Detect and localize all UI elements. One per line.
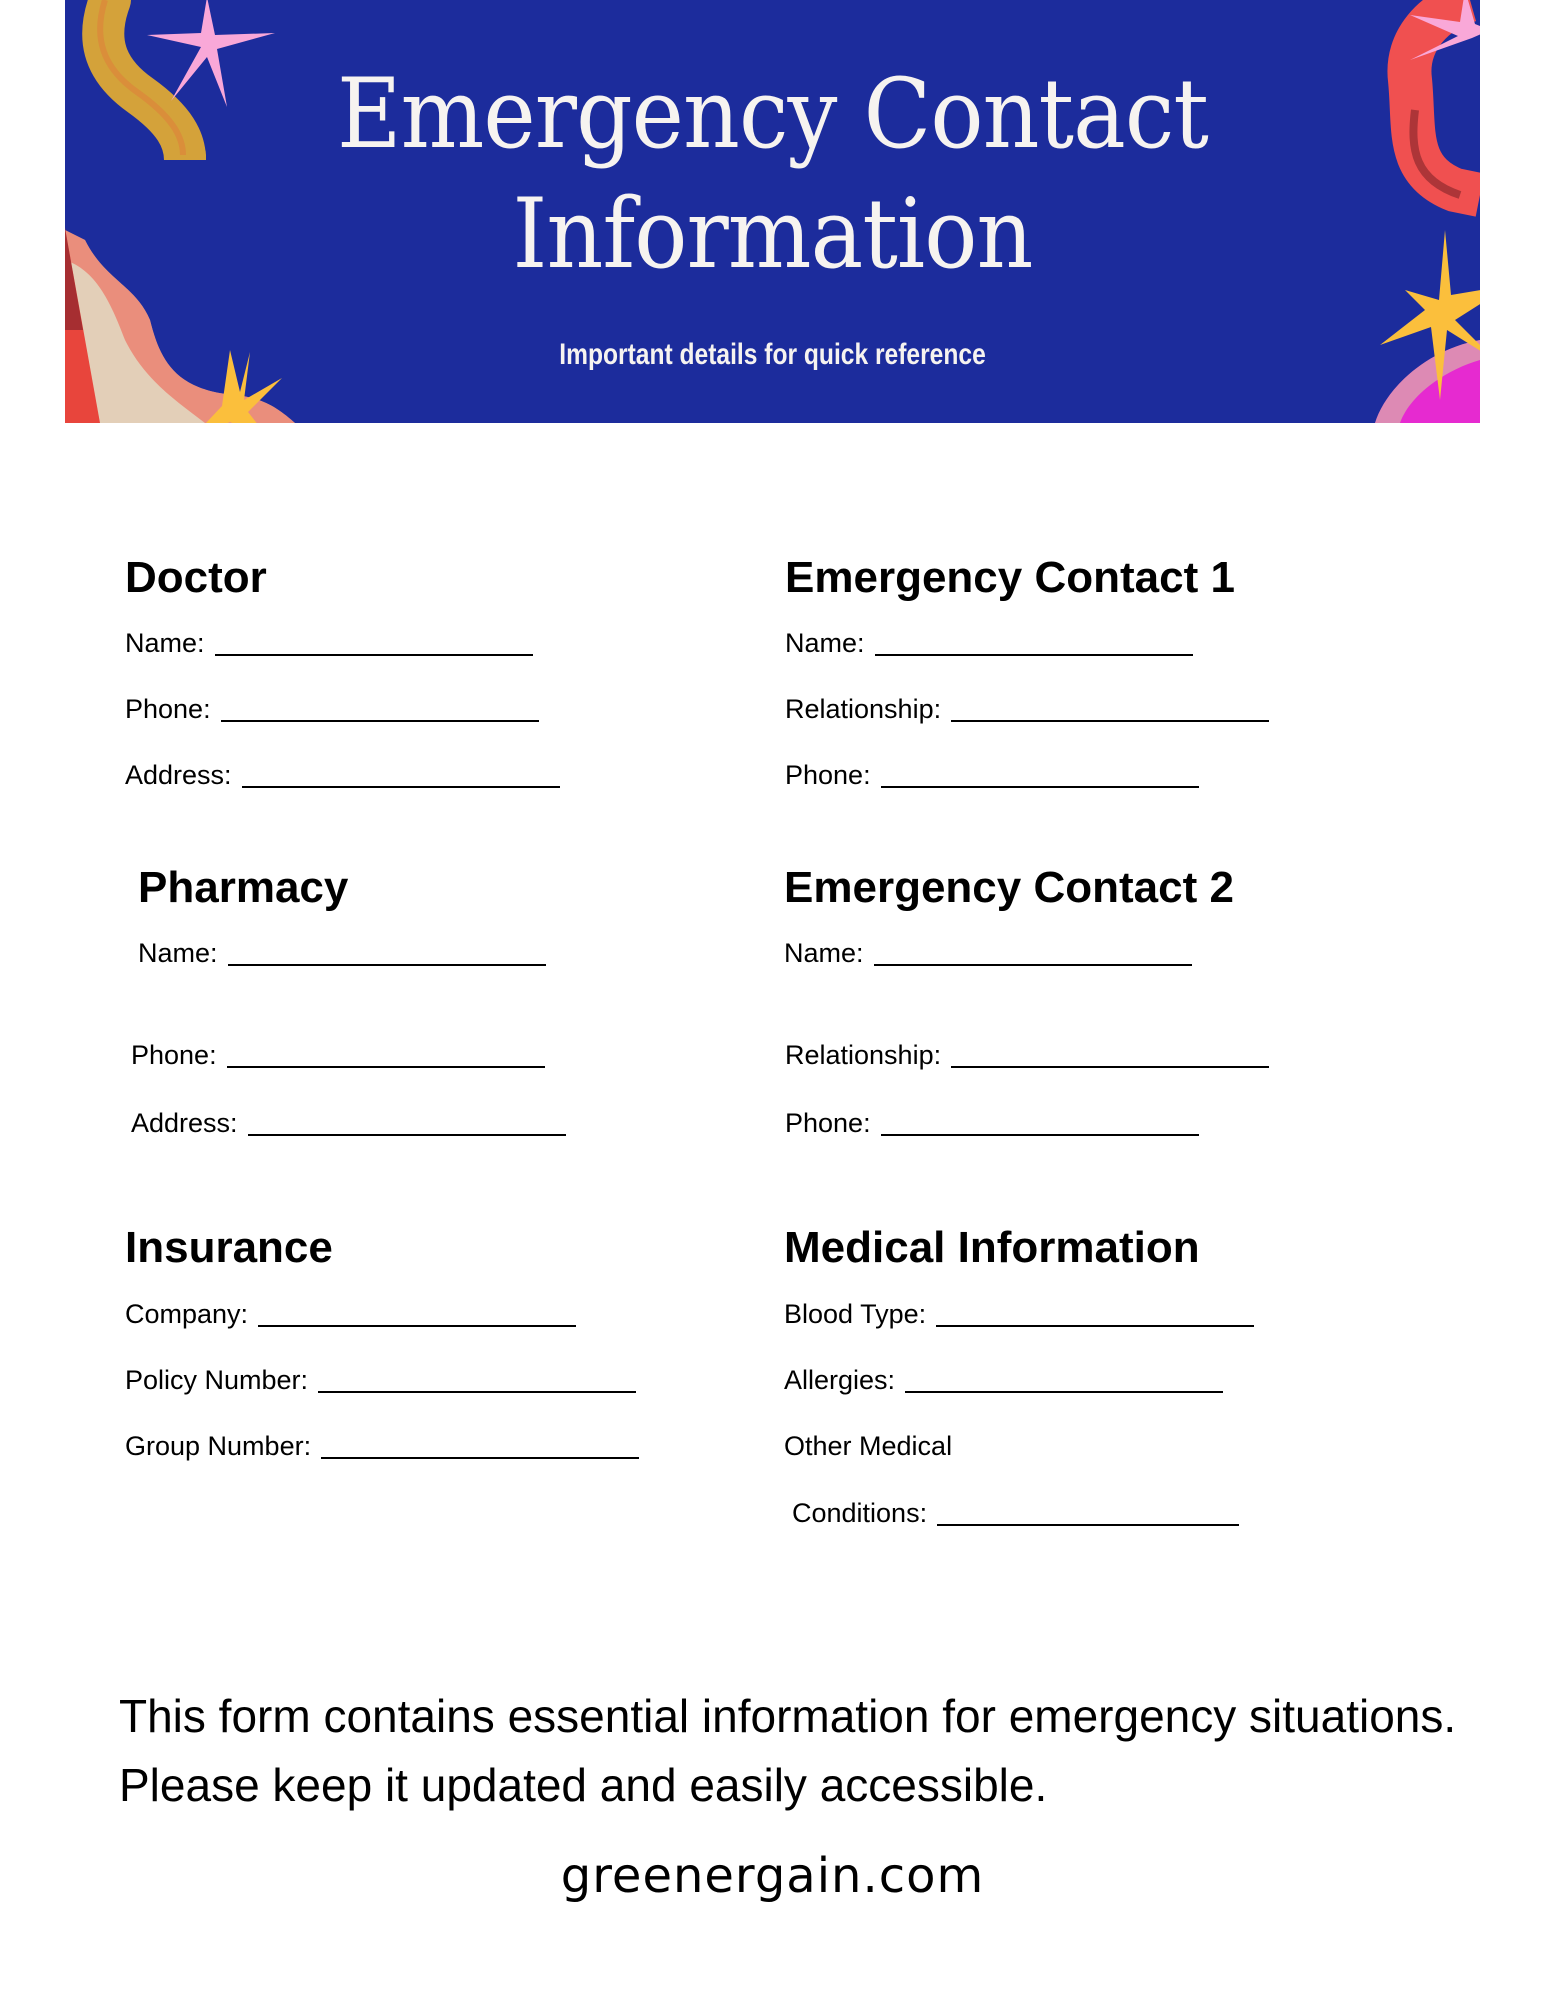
page-subtitle: Important details for quick reference bbox=[559, 338, 986, 371]
doctor-name-input-line[interactable] bbox=[215, 654, 533, 656]
doctor-name-field[interactable] bbox=[125, 630, 533, 657]
ec2-phone-input-line[interactable] bbox=[881, 1134, 1199, 1136]
insurance-policy-number-field[interactable] bbox=[125, 1367, 636, 1394]
doctor-address-field[interactable] bbox=[125, 762, 560, 789]
pharmacy-heading: Pharmacy bbox=[138, 863, 349, 912]
pharmacy-name-field[interactable] bbox=[138, 940, 546, 967]
blood-type-field[interactable] bbox=[784, 1301, 1254, 1328]
header-banner bbox=[65, 0, 1480, 423]
field-label: Name: bbox=[125, 628, 205, 658]
field-label: Phone: bbox=[785, 1108, 871, 1138]
doctor-heading: Doctor bbox=[125, 553, 267, 602]
field-label: Phone: bbox=[125, 694, 211, 724]
field-label: Name: bbox=[138, 938, 218, 968]
field-label: Phone: bbox=[131, 1040, 217, 1070]
insurance-heading: Insurance bbox=[125, 1223, 333, 1272]
pharmacy-phone-field[interactable] bbox=[131, 1042, 545, 1069]
emergency-contact-1-heading: Emergency Contact 1 bbox=[785, 553, 1235, 602]
ec1-name-input-line[interactable] bbox=[875, 654, 1193, 656]
website-link[interactable]: greenergain.com bbox=[560, 1848, 985, 1904]
ec2-name-field[interactable] bbox=[784, 940, 1192, 967]
insurance-policy-number-input-line[interactable] bbox=[318, 1391, 636, 1393]
field-label: Blood Type: bbox=[784, 1299, 927, 1329]
field-label: Phone: bbox=[785, 760, 871, 790]
ec2-relationship-input-line[interactable] bbox=[951, 1066, 1269, 1068]
pharmacy-address-field[interactable] bbox=[131, 1110, 566, 1137]
field-label: Address: bbox=[125, 760, 232, 790]
field-label: Policy Number: bbox=[125, 1365, 309, 1395]
field-label: Relationship: bbox=[785, 694, 942, 724]
field-label: Name: bbox=[785, 628, 865, 658]
insurance-company-input-line[interactable] bbox=[258, 1325, 576, 1327]
field-label: Allergies: bbox=[784, 1365, 896, 1395]
insurance-group-number-field[interactable] bbox=[125, 1433, 639, 1460]
insurance-company-field[interactable] bbox=[125, 1301, 576, 1328]
ec1-phone-field[interactable] bbox=[785, 762, 1199, 789]
other-medical-label-field bbox=[784, 1433, 952, 1460]
field-label: Company: bbox=[125, 1299, 249, 1329]
field-label: Group Number: bbox=[125, 1431, 312, 1461]
page-title-line1: Emergency Contact bbox=[337, 58, 1208, 170]
field-label: Conditions: bbox=[792, 1498, 928, 1528]
field-label: Relationship: bbox=[785, 1040, 942, 1070]
pharmacy-phone-input-line[interactable] bbox=[227, 1066, 545, 1068]
emergency-contact-2-heading: Emergency Contact 2 bbox=[784, 863, 1234, 912]
insurance-group-number-input-line[interactable] bbox=[321, 1457, 639, 1459]
page-title-line2: Information bbox=[512, 178, 1033, 290]
doctor-address-input-line[interactable] bbox=[242, 786, 560, 788]
field-label: Other Medical bbox=[784, 1431, 953, 1461]
blood-type-input-line[interactable] bbox=[936, 1325, 1254, 1327]
pharmacy-name-input-line[interactable] bbox=[228, 964, 546, 966]
conditions-field[interactable] bbox=[792, 1500, 1239, 1527]
allergies-input-line[interactable] bbox=[905, 1391, 1223, 1393]
ec2-name-input-line[interactable] bbox=[874, 964, 1192, 966]
ec2-relationship-field[interactable] bbox=[785, 1042, 1269, 1069]
field-label: Name: bbox=[784, 938, 864, 968]
medical-information-heading: Medical Information bbox=[784, 1223, 1200, 1272]
pharmacy-address-input-line[interactable] bbox=[248, 1134, 566, 1136]
ec1-phone-input-line[interactable] bbox=[881, 786, 1199, 788]
doctor-phone-field[interactable] bbox=[125, 696, 539, 723]
ec1-relationship-input-line[interactable] bbox=[951, 720, 1269, 722]
conditions-input-line[interactable] bbox=[937, 1524, 1239, 1526]
allergies-field[interactable] bbox=[784, 1367, 1223, 1394]
ec1-name-field[interactable] bbox=[785, 630, 1193, 657]
footer-note: This form contains essential information for emergency situations. Please keep it updated and easily accessible. bbox=[119, 1690, 1457, 1811]
ec1-relationship-field[interactable] bbox=[785, 696, 1269, 723]
field-label: Address: bbox=[131, 1108, 238, 1138]
ec2-phone-field[interactable] bbox=[785, 1110, 1199, 1137]
doctor-phone-input-line[interactable] bbox=[221, 720, 539, 722]
